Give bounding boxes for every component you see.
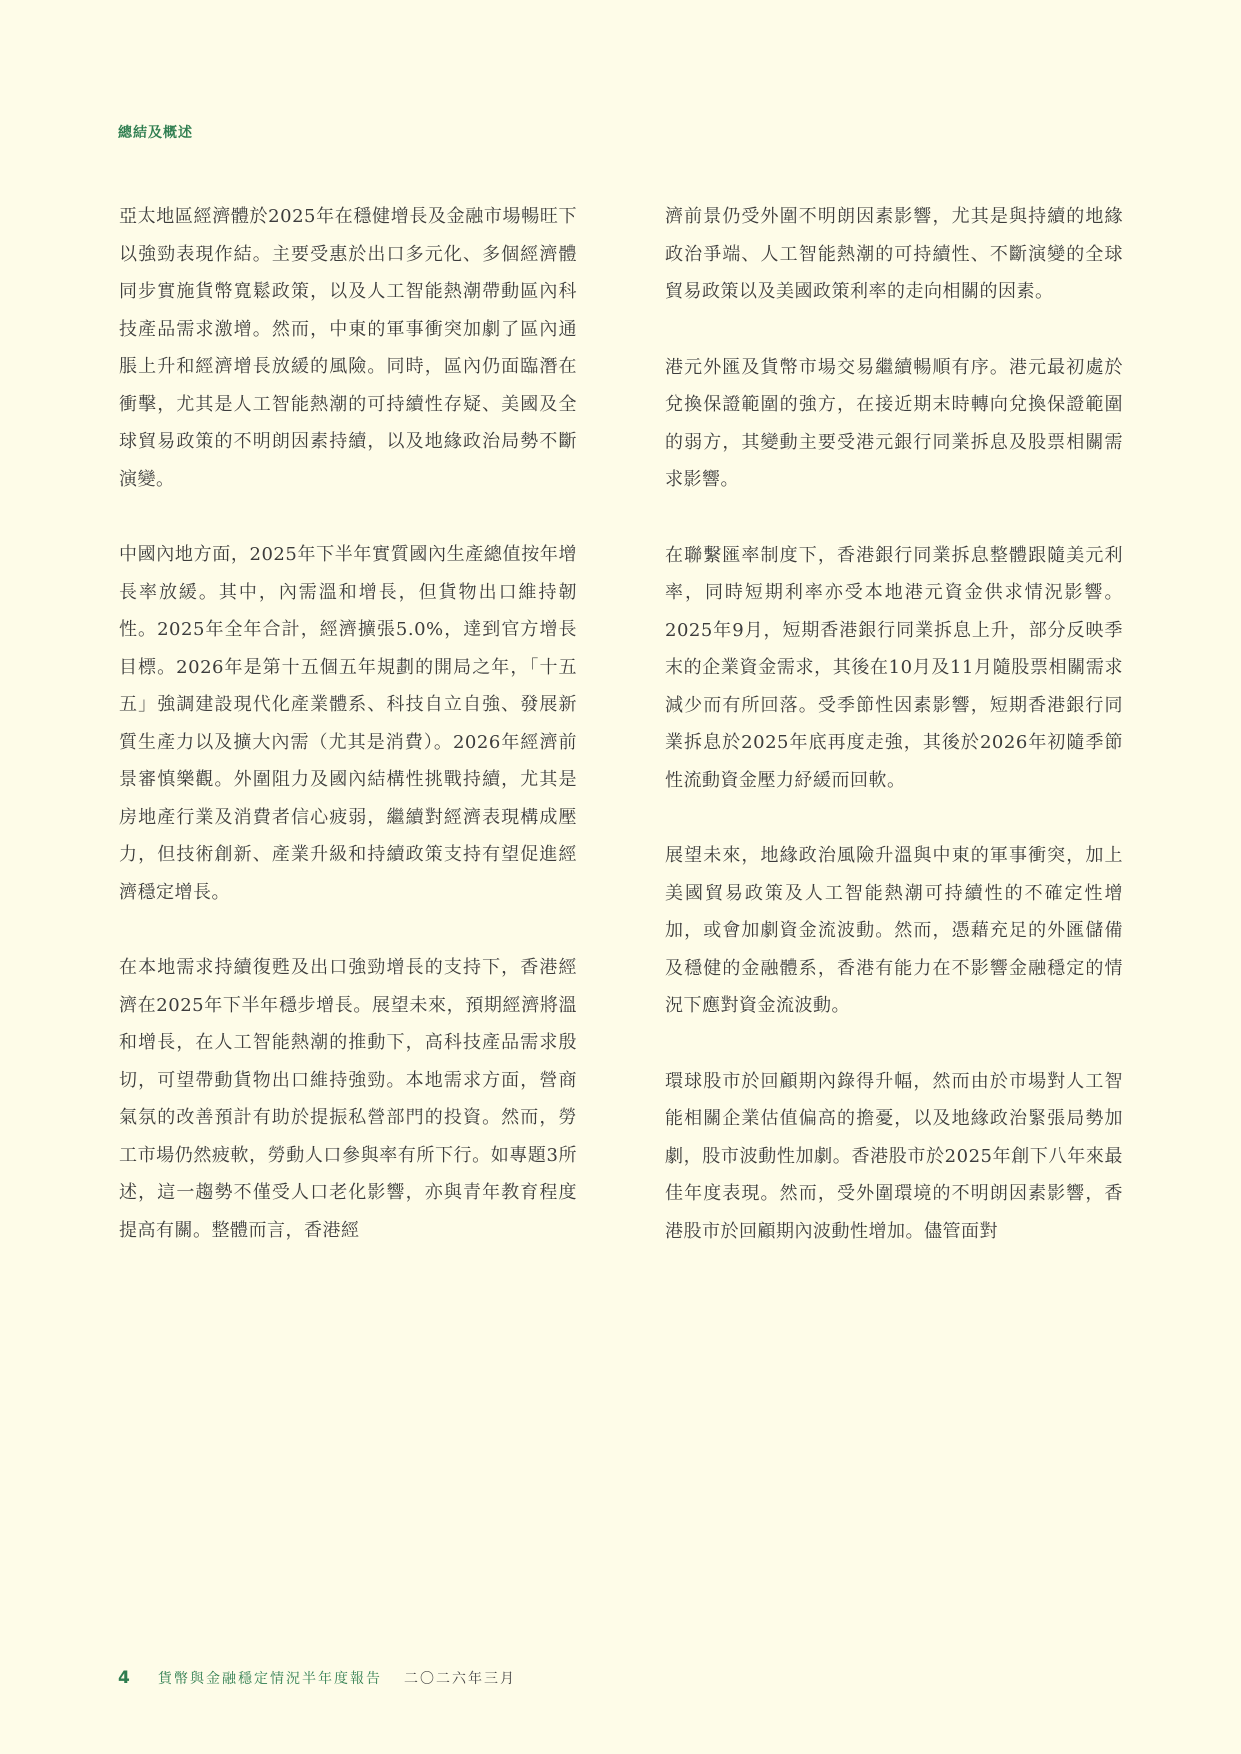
paragraph-capital-flow-outlook: 展望未來，地緣政治風險升溫與中東的軍事衝突，加上美國貿易政策及人工智能熱潮可持續性的不確定性增加，或會加劇資金流波動。然而，憑藉充足的外匯儲備及穩健的金融體系，香港有能力在不影響金融穩定的情況下應對資金流波動。	[665, 845, 1123, 1016]
left-column	[119, 198, 577, 1287]
paragraph-hibor: 在聯繫匯率制度下，香港銀行同業拆息整體跟隨美元利率，同時短期利率亦受本地港元資金供求情況影響。2025年9月，短期香港銀行同業拆息上升，部分反映季末的企業資金需求，其後在10月及11月隨股票相關需求減少而有所回落。受季節性因素影響，短期香港銀行同業拆息於2025年底再度走強，其後於2026年初隨季節性流動資金壓力紓緩而回軟。	[665, 544, 1123, 791]
section-title: 總結及概述	[118, 125, 193, 141]
paragraph-hk-outlook-continued: 濟前景仍受外圍不明朗因素影響，尤其是與持續的地緣政治爭端、人工智能熱潮的可持續性、不斷演變的全球貿易政策以及美國政策利率的走向相關的因素。	[665, 206, 1123, 302]
paragraph-hong-kong-economy: 在本地需求持續復甦及出口強勁增長的支持下，香港經濟在2025年下半年穩步增長。展望未來，預期經濟將溫和增長，在人工智能熱潮的推動下，高科技產品需求殷切，可望帶動貨物出口維持強勁。本地需求方面，營商氣氛的改善預計有助於提振私營部門的投資。然而，勞工市場仍然疲軟，勞動人口參與率有所下行。如專題3所述，這一趨勢不僅受人口老化影響，亦與青年教育程度提高有關。整體而言，香港經	[119, 957, 577, 1241]
paragraph-mainland-china: 中國內地方面，2025年下半年實質國內生產總值按年增長率放緩。其中，內需溫和增長，但貨物出口維持韌性。2025年全年合計，經濟擴張5.0%，達到官方增長目標。2026年是第十五個五年規劃的開局之年，「十五五」強調建設現代化產業體系、科技自立自強、發展新質生產力以及擴大內需（尤其是消費）。2026年經濟前景審慎樂觀。外圍阻力及國內結構性挑戰持續，尤其是房地產行業及消費者信心疲弱，繼續對經濟表現構成壓力，但技術創新、產業升級和持續政策支持有望促進經濟穩定增長。	[119, 544, 577, 903]
page-footer	[118, 1668, 516, 1688]
paragraph-hkd-fx-market: 港元外匯及貨幣市場交易繼續暢順有序。港元最初處於兌換保證範圍的強方，在接近期末時轉向兌換保證範圍的弱方，其變動主要受港元銀行同業拆息及股票相關需求影響。	[665, 356, 1123, 490]
right-column	[665, 198, 1123, 1288]
paragraph-asia-pacific: 亞太地區經濟體於2025年在穩健增長及金融市場暢旺下以強勁表現作結。主要受惠於出口多元化、多個經濟體同步實施貨幣寬鬆政策，以及人工智能熱潮帶動區內科技產品需求激增。然而，中東的軍事衝突加劇了區內通脹上升和經濟增長放緩的風險。同時，區內仍面臨潛在衝擊，尤其是人工智能熱潮的可持續性存疑、美國及全球貿易政策的不明朗因素持續，以及地緣政治局勢不斷演變。	[119, 206, 577, 490]
report-date: 二〇二六年三月	[404, 1671, 516, 1687]
page-number: 4	[118, 1668, 130, 1688]
paragraph-equity-markets: 環球股市於回顧期內錄得升幅，然而由於市場對人工智能相關企業估值偏高的擔憂，以及地緣政治緊張局勢加劇，股市波動性加劇。香港股市於2025年創下八年來最佳年度表現。然而，受外圍環境的不明朗因素影響，香港股市於回顧期內波動性增加。儘管面對	[665, 1070, 1123, 1242]
report-title: 貨幣與金融穩定情況半年度報告	[158, 1671, 382, 1687]
